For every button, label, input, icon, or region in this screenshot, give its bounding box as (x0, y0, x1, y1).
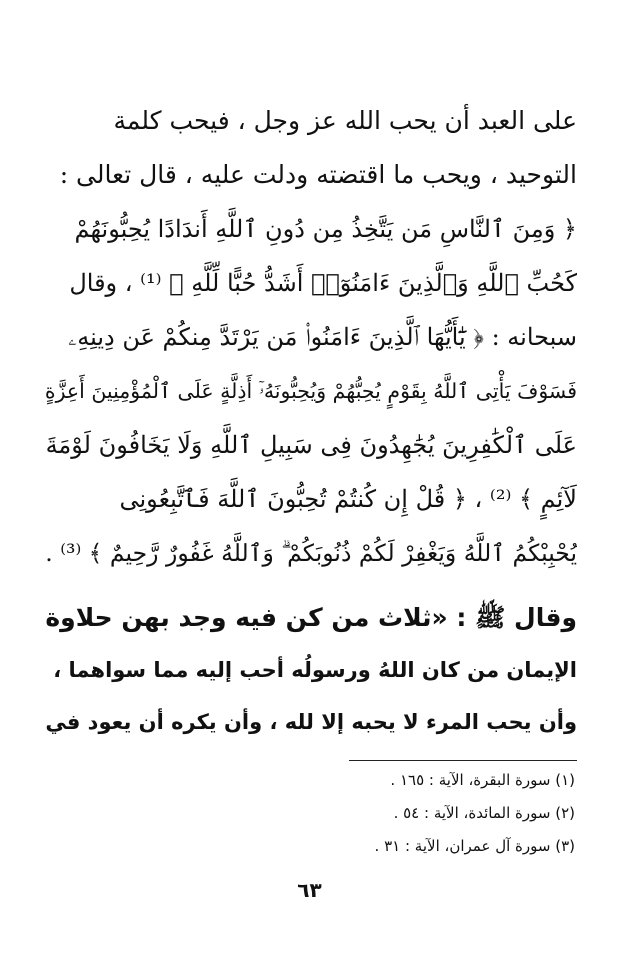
footnotes (175, 764, 575, 863)
text-line: على العبد أن يحب الله عز وجل ، فيحب كلمة (113, 106, 577, 135)
quran-verse-line: لَآئِمٍ ﴾ ⁽²⁾ ، ﴿ قُلْ إِن كُنتُمْ تُحِبُّونَ ٱللَّهَ فَٱتَّبِعُونِى (119, 485, 577, 513)
hadith-line: الإيمان من كان اللهُ ورسولُه أحب إليه مما سواهما ، (53, 658, 577, 682)
footnote-3: (٣) سورة آل عمران، الآية : ٣١ . (374, 837, 575, 855)
quran-verse-line: يُحْبِبْكُمُ ٱللَّهُ وَيَغْفِرْ لَكُمْ ذُنُوبَكُمْ ۗ وَٱللَّهُ غَفُورٌ رَّحِيمٌ ﴾ ⁽³⁾ . (45, 539, 577, 567)
hadith-line: وأن يحب المرء لا يحبه إلا لله ، وأن يكره أن يعود في (45, 710, 577, 734)
footnote-1: (١) سورة البقرة، الآية : ١٦٥ . (390, 771, 575, 789)
quran-verse-line: ﴿ وَمِنَ ٱلنَّاسِ مَن يَتَّخِذُ مِن دُونِ ٱللَّهِ أَندَادًا يُحِبُّونَهُمْ (74, 215, 577, 243)
quran-verse-line: عَلَى ٱلْكَٰفِرِينَ يُجَٰهِدُونَ فِى سَبِيلِ ٱللَّهِ وَلَا يَخَافُونَ لَوْمَةَ (45, 431, 577, 459)
quran-verse-line: فَسَوْفَ يَأْتِى ٱللَّهُ بِقَوْمٍ يُحِبُّهُمْ وَيُحِبُّونَهُۥٓ أَذِلَّةٍ عَلَى ٱلْمُؤْمِنِينَ أَعِزَّةٍ (44, 379, 577, 403)
main-paragraph (44, 94, 577, 580)
hadith-paragraph (44, 592, 577, 748)
quran-verse-line: كَحُبِّ ٱللَّهِ وَٱلَّذِينَ ءَامَنُوٓا۟ أَشَدُّ حُبًّا لِّلَّهِ ﴾ ⁽¹⁾ ، وقال (69, 269, 577, 297)
text-line: التوحيد ، ويحب ما اقتضته ودلت عليه ، قال تعالى : (59, 160, 577, 189)
footnote-2: (٢) سورة المائدة، الآية : ٥٤ . (393, 804, 575, 822)
footnote-divider (349, 760, 577, 761)
hadith-line: وقال ﷺ : «ثلاث من كن فيه وجد بهن حلاوة (45, 603, 577, 632)
quran-verse-line: سبحانه : ﴿ يَٰٓأَيُّهَا ٱلَّذِينَ ءَامَنُوا۟ مَن يَرْتَدَّ مِنكُمْ عَن دِينِهِۦ (68, 323, 577, 351)
page-number: ٦٣ (297, 878, 322, 902)
